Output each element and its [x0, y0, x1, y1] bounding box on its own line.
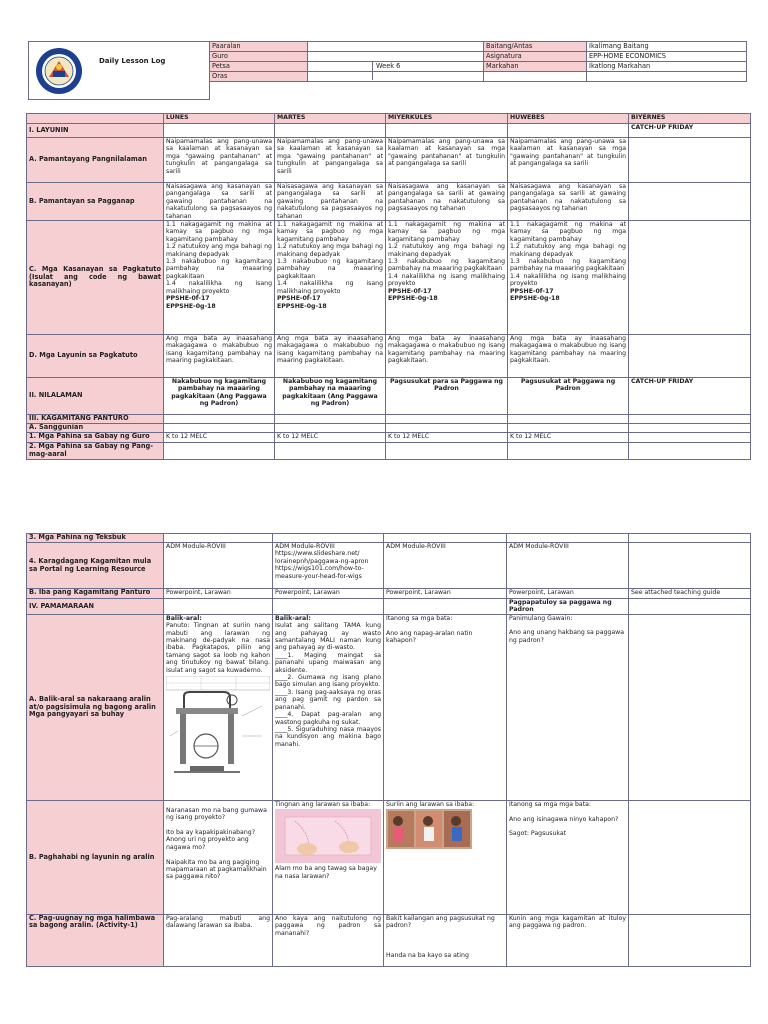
kasanayan-mon: 1.1 nakagagamit ng makina at kamay sa pagbuo ng mga kagamitang pambahay 1.2 natutukoy ang mga bahagi ng makinang depadyak 1.3 nakabubuo ng kagamitang pambahay na maaaring pagkakitaan 1.4 nakalilikha ng isang malikhaing proyekto PPSHE-0f-17 EPPSHE-0g-18 [164, 221, 275, 335]
nilalaman-fri: CATCH-UP FRIDAY [629, 378, 751, 415]
balik-aral-thu: Panimulang Gawain: Ano ang unang hakbang sa paggawa ng padron? [507, 614, 629, 800]
pag-uugnay-mon: Pag-aralang mabuti ang dalawang larawan sa ibaba. [164, 914, 273, 966]
petsa-label: Petsa [210, 62, 308, 72]
paghahabi-mon: Naranasan mo na bang gumawa ng isang proyekto? Ito ba ay kapakipakinabang? Anong uri ng proyekto ang nagawa mo? Naipakita mo ba ang pagiging mapamaraan at pagkamalikhain sa paggawa nito? [164, 800, 273, 914]
pag-uugnay-tue: Ano kaya ang naitutulong ng paggawa ng padron sa mananahi? [273, 914, 384, 966]
layunin-pagkatuto-thu: Ang mga bata ay inaasahang makagagawa o makabubuo ng isang kagamitang pambahay na maaring pagkakitaan. [508, 335, 629, 378]
kagamitang-row [27, 415, 751, 424]
pag-uugnay-label: C. Pag-uugnay ng mga halimbawa sa bagong aralin. (Activity-1) [27, 914, 164, 966]
pamamaraan-label: IV. PAMAMARAAN [27, 599, 164, 615]
pamantayang-wed: Naipamamalas ang pang-unawa sa kaalaman at kasanayan sa mga "gawaing pantahanan" at tungkulin at pangangalaga sa sarili [386, 138, 508, 183]
header-row [210, 42, 747, 52]
header-fields-table [209, 41, 747, 82]
lesson-table-page2 [26, 533, 751, 967]
pagganap-row [27, 183, 751, 221]
layunin-row [27, 124, 751, 138]
karagdagang-row [27, 543, 751, 589]
day-thursday: HUWEBES [508, 114, 629, 124]
deped-seal-icon [35, 47, 83, 95]
iba-pang-wed: Powerpoint, Larawan [384, 589, 507, 599]
paaralan-label: Paaralan [210, 42, 308, 52]
day-monday: LUNES [164, 114, 275, 124]
gabay-guro-label: 1. Mga Pahina sa Gabay ng Guro [27, 433, 164, 443]
gabay-mag-aaral-row [27, 443, 751, 460]
iba-pang-label: B. Iba pang Kagamitang Panturo [27, 589, 164, 599]
pagganap-mon: Naisasagawa ang kasanayan sa pangangalaga sa sarili at gawaing pantahanan na nakatutulong sa pagsasaayos ng tahanan [164, 183, 275, 221]
pamantayang-label: A. Pamantayang Pangnilalaman [27, 138, 164, 183]
pag-uugnay-thu: Kunin ang mga kagamitan at ituloy ang paggawa ng padron. [507, 914, 629, 966]
baitang-label: Baitang/Antas [484, 42, 587, 52]
kasanayan-label: C. Mga Kasanayan sa Pagkatuto (Isulat ang code ng bawat kasanayan) [27, 221, 164, 335]
gabay-guro-tue: K to 12 MELC [275, 433, 386, 443]
paghahabi-label: B. Paghahabi ng layunin ng aralin [27, 800, 164, 914]
iba-pang-tue: Powerpoint, Larawan [273, 589, 384, 599]
asignatura-value: EPP-HOME ECONOMICS [587, 52, 747, 62]
nilalaman-mon: Nakabubuo ng kagamitang pambahay na maaaring pagkakitaan (Ang Paggawa ng Padron) [164, 378, 275, 415]
pagganap-wed: Naisasagawa ang kasanayan sa pangangalaga sa sarili at gawaing pantahanan na nakatutulong sa pagsasaayos ng tahanan [386, 183, 508, 221]
layunin-label: I. LAYUNIN [27, 124, 164, 138]
paghahabi-tue: Tingnan ang larawan sa ibaba: Alam mo ba ang tawag sa bagay na nasa larawan? [273, 800, 384, 914]
kasanayan-wed: 1.1 nakagagamit ng makina at kamay sa pagbuo ng mga kagamitang pambahay 1.2 natutukoy ang mga bahagi ng makinang depadyak 1.3 nakabubuo ng kagamitang pambahay na maaaring pagkakitaan 1.4 nakalilikha ng isang malikhaing proyekto PPSHE-0f-17 EPPSHE-0g-18 [386, 221, 508, 335]
dll-title: Daily Lesson Log [99, 57, 166, 65]
nilalaman-tue: Nakabubuo ng kagamitang pambahay na maaaring pagkakitaan (Ang Paggawa ng Padron) [275, 378, 386, 415]
lesson-table-page1 [26, 113, 751, 460]
pamantayang-mon: Naipamamalas ang pang-unawa sa kaalaman at kasanayan sa mga "gawaing pantahanan" at tungkulin at pangangalaga sa sarili [164, 138, 275, 183]
nilalaman-label: II. NILALAMAN [27, 378, 164, 415]
header-row [210, 62, 747, 72]
paghahabi-thu: Itanong sa mga mga bata: Ano ang isinagawa ninyo kahapon? Sagot: Pagsusukat [507, 800, 629, 914]
header-row [210, 52, 747, 62]
pamantayang-thu: Naipamamalas ang pang-unawa sa kaalaman at kasanayan sa mga "gawaing pantahanan" at tungkulin at pangangalaga sa sarili [508, 138, 629, 183]
karagdagang-wed: ADM Module-ROVIII [384, 543, 507, 589]
balik-aral-row [27, 614, 751, 800]
pamantayang-tue: Naipamamalas ang pang-unawa sa kaalaman at kasanayan sa mga "gawaing pantahanan" at tungkulin at pangangalaga sa sarili [275, 138, 386, 183]
karagdagang-tue: ADM Module-ROVIII https://www.slideshare.net/ lorainepnh/paggawa-ng-apron https://wigs101.com/how-to- measure-your-head-for-wigs [273, 543, 384, 589]
nilalaman-wed: Pagsusukat para sa Paggawa ng Padron [386, 378, 508, 415]
iba-pang-row [27, 589, 751, 599]
layunin-pagkatuto-wed: Ang mga bata ay inaasahang makagagawa o makabubuo ng isang kagamitang pambahay na maaring pagkakitaan. [386, 335, 508, 378]
day-tuesday: MARTES [275, 114, 386, 124]
teksbuk-row [27, 534, 751, 543]
gabay-guro-wed: K to 12 MELC [386, 433, 508, 443]
iba-pang-thu: Powerpoint, Larawan [507, 589, 629, 599]
sanggunian-label: A. Sanggunian [27, 424, 164, 433]
header-logo-box [28, 41, 210, 100]
days-row [27, 114, 751, 124]
paaralan-value [308, 42, 484, 52]
day-friday: BIYERNES [629, 114, 751, 124]
balik-aral-label: A. Balik-aral sa nakaraang aralin at/o pagsisimula ng bagong aralin Mga pangyayari sa buhay [27, 614, 164, 800]
oras-label: Oras [210, 72, 308, 82]
students-measuring-image [386, 809, 472, 849]
guro-value [308, 52, 484, 62]
gabay-guro-mon: K to 12 MELC [164, 433, 275, 443]
sanggunian-row [27, 424, 751, 433]
pamamaraan-row [27, 599, 751, 615]
layunin-pagkatuto-tue: Ang mga bata ay inaasahang makagagawa o makabubuo ng isang kagamitang pambahay na maaring pagkakitaan. [275, 335, 386, 378]
header-row [210, 72, 747, 82]
baitang-value: Ikalimang Baitang [587, 42, 747, 52]
catchup-friday: CATCH-UP FRIDAY [629, 124, 751, 138]
nilalaman-row [27, 378, 751, 415]
karagdagang-thu: ADM Module-ROVIII [507, 543, 629, 589]
balik-aral-wed: Itanong sa mga bata: Ano ang napag-aralan natin kahapon? [384, 614, 507, 800]
karagdagang-label: 4. Karagdagang Kagamitan mula sa Portal ng Learning Resource [27, 543, 164, 589]
gabay-guro-thu: K to 12 MELC [508, 433, 629, 443]
layunin-pagkatuto-mon: Ang mga bata ay inaasahang makagagawa o makabubuo ng isang kagamitang pambahay na maaring pagkakitaan. [164, 335, 275, 378]
iba-pang-mon: Powerpoint, Larawan [164, 589, 273, 599]
asignatura-label: Asignatura [484, 52, 587, 62]
kasanayan-tue: 1.1 nakagagamit ng makina at kamay sa pagbuo ng mga kagamitang pambahay 1.2 natutukoy ang mga bahagi ng makinang depadyak 1.3 nakabubuo ng kagamitang pambahay na maaaring pagkakitaan 1.4 nakalilikha ng isang malikhaing proyekto PPSHE-0f-17 EPPSHE-0g-18 [275, 221, 386, 335]
paghahabi-wed: Suriin ang larawan sa ibaba: [384, 800, 507, 914]
guro-label: Guro [210, 52, 308, 62]
kasanayan-thu: 1.1 nakagagamit ng makina at kamay sa pagbuo ng mga kagamitang pambahay 1.2 natutukoy ang mga bahagi ng makinang depadyak 1.3 nakabubuo ng kagamitang pambahay na maaaring pagkakitaan 1.4 nakalilikha ng isang malikhaing proyekto PPSHE-0f-17 EPPSHE-0g-18 [508, 221, 629, 335]
pagganap-thu: Naisasagawa ang kasanayan sa pangangalaga sa sarili at gawaing pantahanan na nakatutulong sa pagsasaayos ng tahanan [508, 183, 629, 221]
balik-aral-tue: Balik-aral: Isulat ang salitang TAMA kung ang pahayag ay wasto samantalang MALI naman kung ang pahayag ay di-wasto. ____1. Maging maingat sa pananahi upang maiwasan ang aksidente. ____2. Gumawa ng isang plano bago simulan ang isang proyekto. ____3. Isang pag-aaksaya ng oras ang pag gamit ng pardon sa pananahi. ____4. Dapat pag-aralan ang wastong pagkuha ng sukat. ____5. Siguraduhing nasa maayos na kundisyon ang makina bago manahi. [273, 614, 384, 800]
pagganap-label: B. Pamantayan sa Pagganap [27, 183, 164, 221]
balik-aral-mon: Balik-aral: Panuto: Tingnan at suriin nang mabuti ang larawan ng makinang de-padyak na nasa ibaba. Pagkatapos, piliin ang tamang sagot sa loob ng kahon ang tinutukoy ng bawat bilang. Isulat ang sagot sa kuwaderno. [164, 614, 273, 800]
layunin-pagkatuto-row [27, 335, 751, 378]
petsa-value [308, 62, 484, 72]
sewing-machine-image [166, 676, 270, 784]
paghahabi-row [27, 800, 751, 914]
kasanayan-row [27, 221, 751, 335]
teksbuk-label: 3. Mga Pahina ng Teksbuk [27, 534, 164, 543]
iba-pang-fri: See attached teaching guide [629, 589, 751, 599]
nilalaman-thu: Pagsusukat at Paggawa ng Padron [508, 378, 629, 415]
markahan-value: Ikatlong Markahan [587, 62, 747, 72]
gabay-mag-aaral-label: 2. Mga Pahina sa Gabay ng Pang-mag-aaral [27, 443, 164, 460]
day-wednesday: MIYERKULES [386, 114, 508, 124]
layunin-pagkatuto-label: D. Mga Layunin sa Pagkatuto [27, 335, 164, 378]
week-value: Week 6 [376, 62, 401, 70]
oras-value [308, 72, 484, 82]
karagdagang-mon: ADM Module-ROVIII [164, 543, 273, 589]
pamamaraan-thu: Pagpapatuloy sa paggawa ng Padron [507, 599, 629, 615]
kagamitang-label: III. KAGAMITANG PANTURO [27, 415, 164, 424]
pag-uugnay-wed: Bakit kailangan ang pagsusukat ng padron? Handa na ba kayo sa ating [384, 914, 507, 966]
pamantayang-row [27, 138, 751, 183]
pag-uugnay-row [27, 914, 751, 966]
pattern-drafting-image [275, 809, 381, 863]
gabay-guro-row [27, 433, 751, 443]
pagganap-tue: Naisasagawa ang kasanayan sa pangangalaga sa sarili at gawaing pantahanan na nakatutulong sa pagsasaayos ng tahanan [275, 183, 386, 221]
markahan-label: Markahan [484, 62, 587, 72]
